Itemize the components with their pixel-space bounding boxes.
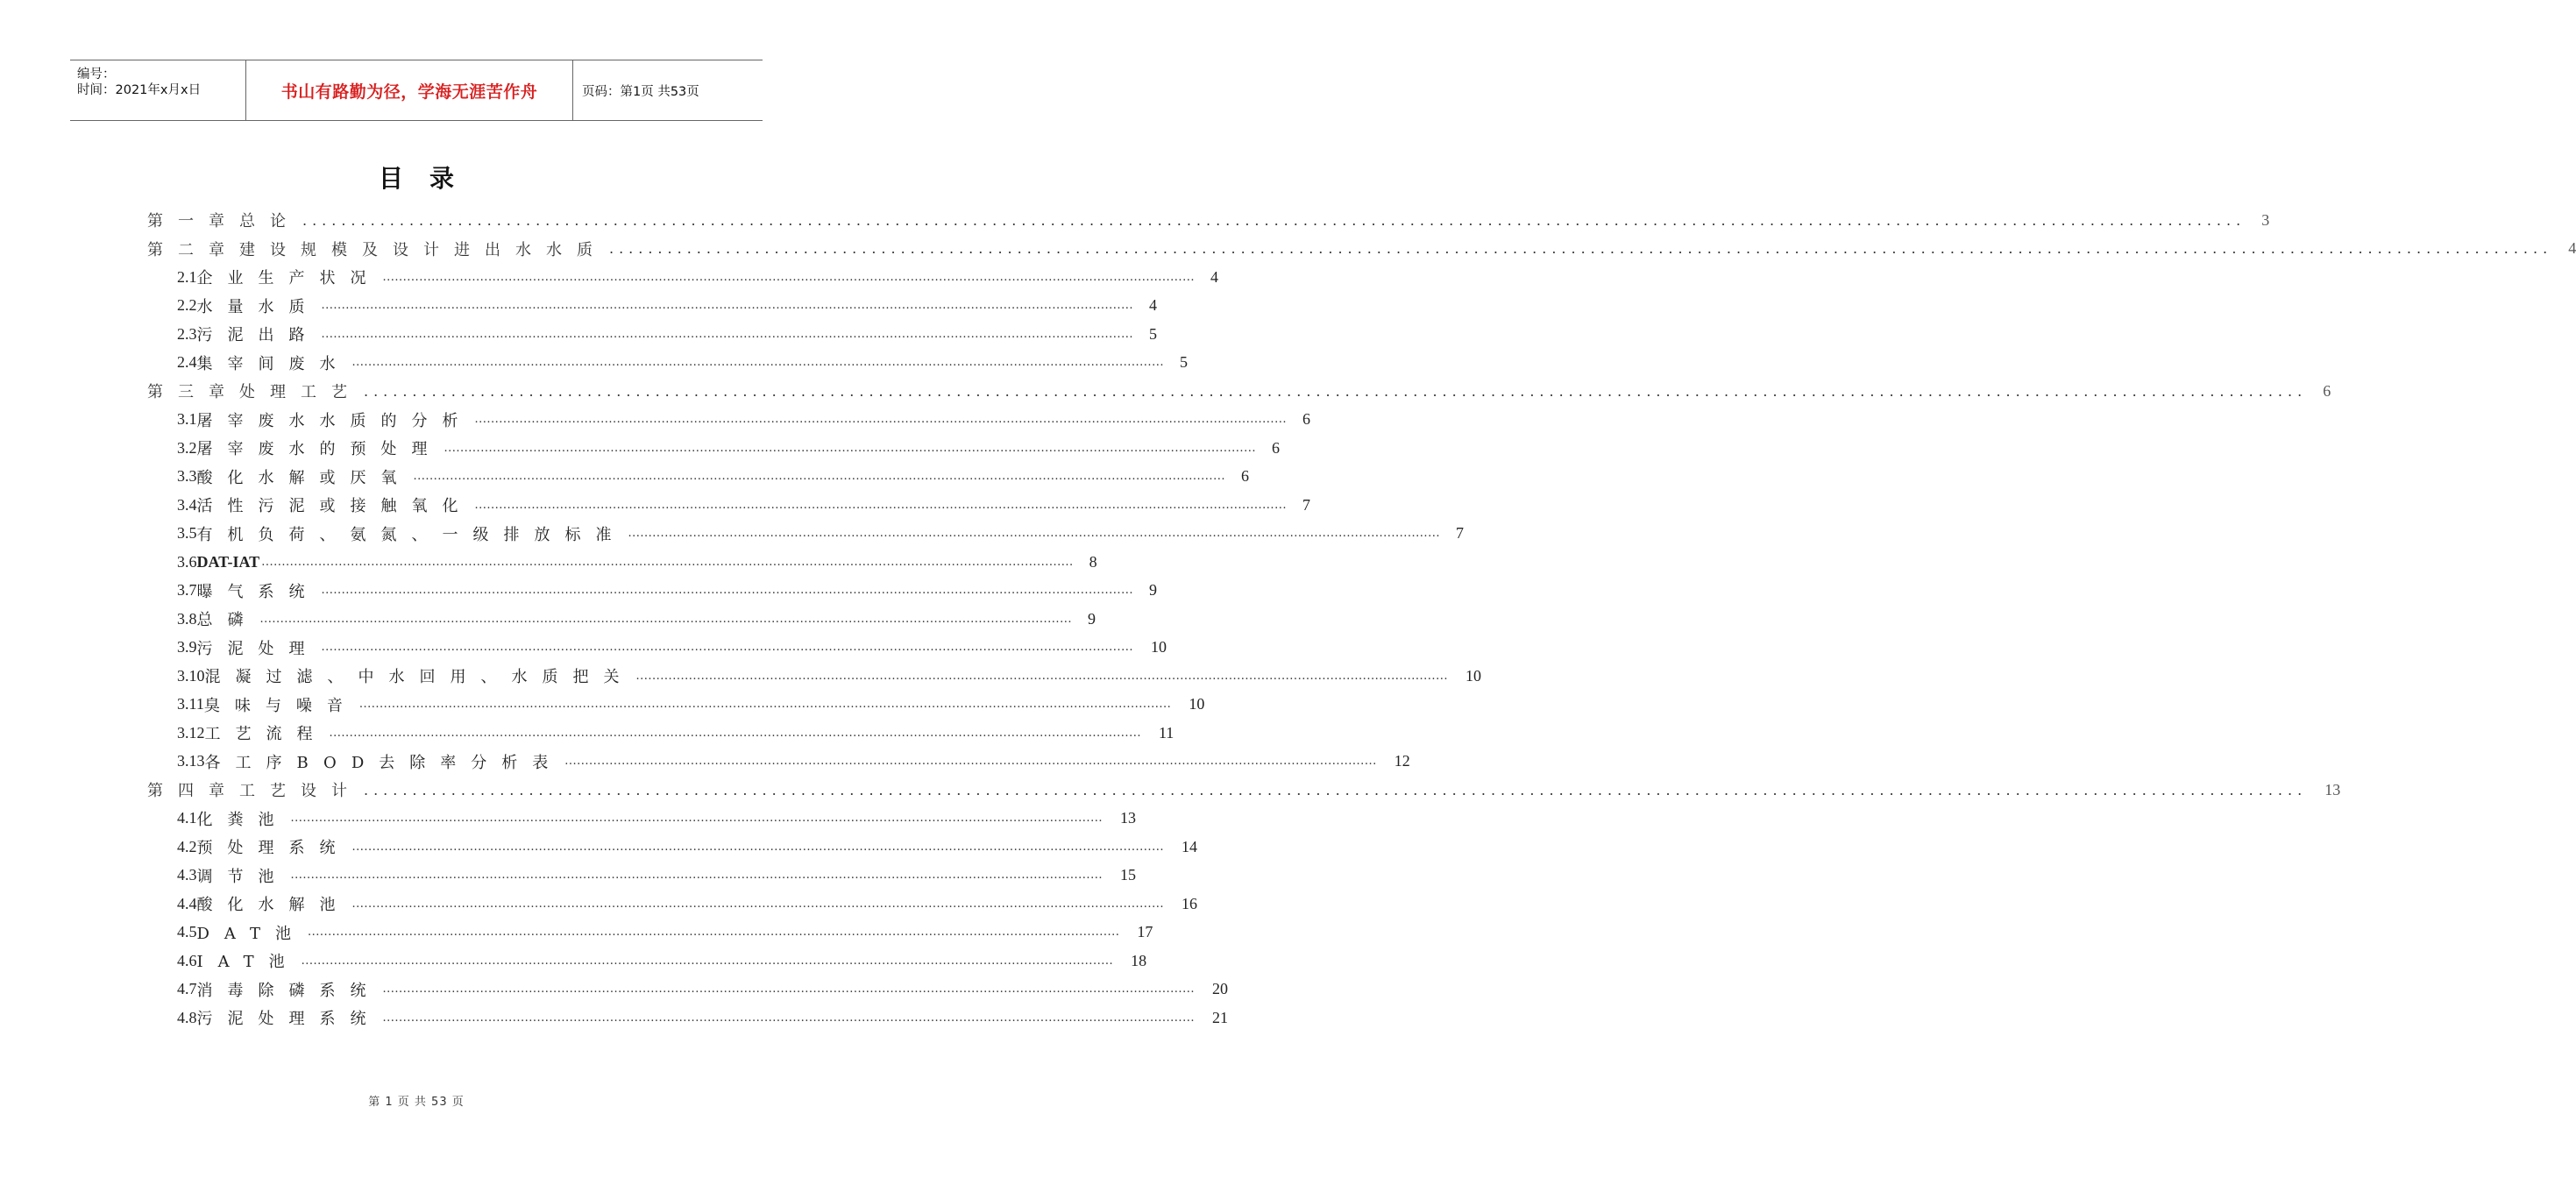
toc-section-row[interactable] (177, 407, 1310, 433)
toc-page-number: 16 (1181, 894, 1197, 912)
toc-number: 2.2 (177, 296, 197, 314)
toc-page-number: 21 (1211, 1008, 1228, 1026)
toc-label: 混凝过滤、中水回用、水质把关 (204, 668, 635, 686)
toc-label: 企业生产状况 (196, 269, 381, 287)
toc-label: 酸化水解池 (196, 896, 351, 914)
toc-label: 污泥处理 (196, 639, 320, 658)
toc-leader-dots: ........................................................................................................................................................................................................ (444, 441, 1256, 455)
toc-label: 有机负荷、氨氮、一级排放标准 (196, 525, 627, 544)
toc-leader-dots: ........................................................................................................................................................................................................ (321, 327, 1133, 341)
toc-number: 4.8 (177, 1008, 197, 1026)
toc-section-row[interactable] (177, 663, 1481, 689)
toc-section-row[interactable] (177, 635, 1167, 661)
toc-label: 处理工艺 (239, 383, 362, 401)
toc-leader-dots: ........................................................................................................................................................................................................ (290, 869, 1103, 882)
toc-page-number: 6 (1302, 410, 1310, 428)
toc-number: 2.4 (177, 353, 197, 371)
toc-leader-dots: ........................................................................................................................................................................................................ (261, 555, 1074, 569)
toc-leader-dots: ........................................................................................................................................................................................................ (290, 812, 1103, 825)
toc-leader-dots: ........................................................................................................................................................................................................ (364, 382, 2308, 400)
toc-leader-dots: ........................................................................................................................................................................................................ (321, 299, 1133, 312)
toc-number: 3.9 (177, 638, 197, 656)
toc-section-row[interactable] (177, 350, 1188, 376)
toc-section-row[interactable] (177, 720, 1174, 746)
toc-leader-dots: ........................................................................................................................................................................................................ (307, 926, 1120, 939)
toc-label: 建设规模及设计进出水水质 (239, 240, 607, 259)
toc-number: 3.12 (177, 723, 205, 742)
toc-section-row[interactable] (177, 891, 1197, 917)
toc-section-row[interactable] (177, 549, 1097, 575)
toc-section-row[interactable] (177, 976, 1228, 1003)
toc-page-number: 9 (1087, 609, 1096, 628)
toc-page-number: 18 (1131, 951, 1147, 969)
toc-page-number: 4 (1148, 296, 1157, 314)
toc-number: 3.10 (177, 666, 205, 685)
toc-label: DAT池 (196, 924, 306, 943)
toc-leader-dots: ........................................................................................................................................................................................................ (351, 840, 1164, 854)
toc-leader-dots: ........................................................................................................................................................................................................ (351, 356, 1164, 369)
toc-page-number: 7 (1455, 524, 1464, 542)
toc-page-number: 5 (1148, 324, 1157, 343)
toc-number: 3.2 (177, 438, 197, 457)
page-title: 目录 (378, 164, 480, 193)
toc-leader-dots: ........................................................................................................................................................................................................ (259, 612, 1072, 626)
toc-section-row[interactable] (177, 606, 1096, 632)
toc-label: 臭味与噪音 (203, 696, 358, 715)
toc-page-number: 8 (1089, 552, 1097, 571)
toc-number: 4.7 (177, 980, 197, 997)
toc-page-number: 6 (2323, 381, 2331, 400)
toc-section-row[interactable] (177, 862, 1136, 889)
toc-number: 3.4 (177, 495, 197, 514)
toc-page-number: 5 (1179, 353, 1188, 371)
toc-leader-dots: ........................................................................................................................................................................................................ (413, 470, 1225, 483)
toc-page-number: 9 (1148, 581, 1157, 599)
toc-chapter-row[interactable] (147, 777, 2341, 803)
toc-label: 屠宰废水水质的分析 (196, 411, 473, 430)
toc-number: 第三章 (147, 383, 239, 401)
toc-number: 3.8 (177, 609, 197, 628)
code-label: 编号： (77, 67, 116, 82)
toc-section-row[interactable] (177, 464, 1249, 490)
toc-chapter-row[interactable] (147, 378, 2331, 404)
toc-leader-dots: ........................................................................................................................................................................................................ (329, 726, 1141, 740)
toc-section-row[interactable] (177, 521, 1464, 547)
toc-page-number: 4 (1210, 267, 1218, 286)
toc-page-number: 6 (1240, 467, 1249, 485)
toc-leader-dots: ........................................................................................................................................................................................................ (302, 211, 2246, 229)
toc-section-row[interactable] (177, 1004, 1228, 1031)
toc-chapter-row[interactable] (147, 236, 2576, 262)
toc-section-row[interactable] (177, 578, 1157, 604)
time-label: 时间：2021年x月x日 (77, 83, 202, 97)
toc-section-row[interactable] (177, 293, 1157, 319)
toc-section-row[interactable] (177, 692, 1205, 718)
toc-number: 3.6 (177, 552, 197, 571)
toc-chapter-row[interactable] (147, 207, 2270, 233)
toc-leader-dots: ........................................................................................................................................................................................................ (382, 270, 1195, 284)
toc-section-row[interactable] (177, 435, 1280, 461)
toc-label: 工艺设计 (239, 782, 362, 800)
toc-leader-dots: ........................................................................................................................................................................................................ (382, 1011, 1195, 1025)
toc-leader-dots: ........................................................................................................................................................................................................ (564, 755, 1377, 768)
toc-number: 第二章 (147, 240, 239, 259)
toc-number: 3.3 (177, 467, 197, 485)
page-footer: 第 1 页 共 53 页 (368, 1096, 465, 1109)
toc-leader-dots: ........................................................................................................................................................................................................ (321, 584, 1133, 597)
toc-number: 3.13 (177, 752, 205, 770)
toc-label: 水量水质 (196, 297, 320, 316)
toc-page-number: 15 (1119, 866, 1136, 884)
toc-page-number: 20 (1211, 980, 1228, 997)
toc-label: 总论 (239, 212, 301, 231)
toc-label: 曝气系统 (196, 582, 320, 601)
toc-page-number: 3 (2261, 210, 2270, 229)
toc-leader-dots: ........................................................................................................................................................................................................ (351, 897, 1164, 911)
toc-number: 3.5 (177, 524, 197, 542)
toc-label: 污泥出路 (196, 326, 320, 344)
toc-page-number: 11 (1158, 723, 1174, 742)
toc-number: 2.1 (177, 267, 197, 286)
page-info: 页码：第1页 共53页 (582, 84, 699, 99)
toc-number: 4.3 (177, 866, 197, 884)
toc-number: 第一章 (147, 212, 239, 230)
toc-leader-dots: ........................................................................................................................................................................................................ (321, 641, 1133, 654)
toc-section-row[interactable] (177, 321, 1157, 347)
toc-page-number: 10 (1189, 695, 1205, 713)
toc-leader-dots: ........................................................................................................................................................................................................ (358, 698, 1172, 711)
toc-number: 2.3 (177, 324, 197, 343)
toc-number: 4.1 (177, 809, 197, 827)
toc-section-row[interactable] (177, 492, 1310, 518)
toc-number: 4.6 (177, 951, 197, 969)
toc-label: 工艺流程 (204, 725, 328, 743)
toc-label: 调节池 (196, 867, 289, 886)
toc-leader-dots: ........................................................................................................................................................................................................ (635, 669, 1448, 683)
toc-section-row[interactable] (177, 947, 1147, 974)
toc-page-number: 7 (1302, 495, 1310, 514)
toc-label: 酸化水解或厌氧 (196, 468, 412, 487)
toc-label: 集宰间废水 (196, 354, 351, 373)
toc-number: 4.5 (177, 923, 197, 940)
toc-number: 第四章 (147, 782, 239, 799)
toc-leader-dots: ........................................................................................................................................................................................................ (609, 240, 2553, 257)
toc-section-row[interactable] (177, 919, 1153, 946)
toc-section-row[interactable] (177, 749, 1410, 775)
toc-page-number: 6 (1271, 438, 1280, 457)
toc-leader-dots: ........................................................................................................................................................................................................ (301, 954, 1114, 968)
toc-leader-dots: ........................................................................................................................................................................................................ (364, 781, 2308, 798)
toc-label: 活性污泥或接触氧化 (196, 497, 473, 515)
toc-label: DAT-IAT (196, 552, 260, 571)
toc-page-number: 10 (1150, 638, 1167, 656)
toc-leader-dots: ........................................................................................................................................................................................................ (474, 498, 1287, 512)
toc-number: 4.2 (177, 837, 197, 855)
toc-label: IAT池 (196, 953, 300, 971)
toc-leader-dots: ........................................................................................................................................................................................................ (628, 527, 1440, 540)
toc-leader-dots: ........................................................................................................................................................................................................ (382, 983, 1195, 996)
toc-number: 4.4 (177, 894, 197, 912)
toc-page-number: 12 (1394, 752, 1410, 770)
toc-leader-dots: ........................................................................................................................................................................................................ (474, 413, 1287, 426)
toc-label: 污泥处理系统 (196, 1010, 381, 1028)
toc-page-number: 4 (2568, 239, 2576, 257)
toc-page-number: 17 (1137, 923, 1153, 940)
toc-label: 各工序BOD去除率分析表 (204, 753, 564, 772)
toc-label: 消毒除磷系统 (196, 981, 381, 1000)
toc-number: 3.1 (177, 410, 197, 428)
toc-page-number: 13 (2324, 780, 2341, 798)
toc-number: 3.7 (177, 581, 197, 599)
toc-label: 总磷 (196, 611, 259, 629)
motto-text: 书山有路勤为径，学海无涯苦作舟 (280, 82, 538, 102)
toc-page-number: 10 (1465, 666, 1481, 685)
toc-label: 屠宰废水的预处理 (196, 440, 443, 458)
toc-page-number: 13 (1119, 809, 1136, 827)
toc-page-number: 14 (1181, 837, 1197, 855)
toc-label: 预处理系统 (196, 839, 351, 857)
toc-section-row[interactable] (177, 834, 1197, 860)
toc-number: 3.11 (177, 695, 204, 713)
toc-section-row[interactable] (177, 264, 1218, 290)
toc-section-row[interactable] (177, 805, 1136, 832)
toc-label: 化粪池 (196, 810, 289, 829)
